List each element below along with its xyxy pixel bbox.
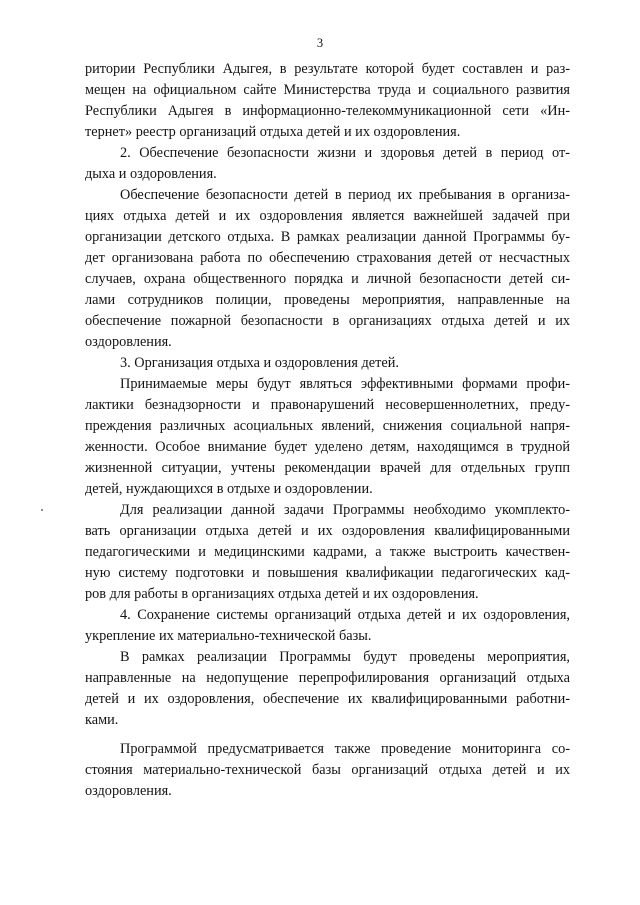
text-line: Для реализации данной задачи Программы необходимо укомплекто- xyxy=(120,502,570,518)
paragraph xyxy=(85,374,570,500)
text-line: педагогическими и медицинскими кадрами, а также выстроить качествен- xyxy=(85,544,570,560)
paragraph xyxy=(85,500,570,605)
paragraph xyxy=(85,143,570,185)
text-line: 4. Сохранение системы организаций отдыха детей и их оздоровления, xyxy=(120,607,570,623)
text-line: стояния материально-технической базы организаций отдыха детей и их xyxy=(85,762,570,778)
paragraph xyxy=(85,353,570,374)
text-line: организации детского отдыха. В рамках реализации данной Программы бу- xyxy=(85,229,570,245)
text-line: обеспечение пожарной безопасности в организациях отдыха детей и их xyxy=(85,313,570,329)
paragraph-gap xyxy=(85,731,570,739)
paragraph xyxy=(85,647,570,731)
text-line: случаев, охрана общественного порядка и личной безопасности детей си- xyxy=(85,271,570,287)
scan-speck xyxy=(41,509,43,511)
text-line: ками. xyxy=(85,712,119,728)
text-line: мещен на официальном сайте Министерства труда и социального развития xyxy=(85,82,570,98)
text-line: детей, нуждающихся в отдыхе и оздоровлении. xyxy=(85,481,373,497)
text-line: преждения различных асоциальных явлений, снижения социальной напря- xyxy=(85,418,570,434)
text-line: Принимаемые меры будут являться эффективными формами профи- xyxy=(120,376,570,392)
text-line: лами сотрудников полиции, проведены мероприятия, направленные на xyxy=(85,292,570,308)
document-body xyxy=(85,59,570,802)
text-line: Обеспечение безопасности детей в период их пребывания в организа- xyxy=(120,187,570,203)
paragraph xyxy=(85,739,570,802)
text-line: ную систему подготовки и повышения квалификации педагогических кад- xyxy=(85,565,570,581)
text-line: циях отдыха детей и их оздоровления является важнейшей задачей при xyxy=(85,208,570,224)
text-line: ритории Республики Адыгея, в результате которой будет составлен и раз- xyxy=(85,61,570,77)
text-line: тернет» реестр организаций отдыха детей и их оздоровления. xyxy=(85,124,461,140)
text-line: жизненной ситуации, учтены рекомендации врачей для отдельных групп xyxy=(85,460,570,476)
paragraph xyxy=(85,605,570,647)
paragraph xyxy=(85,59,570,143)
page-number: 3 xyxy=(316,36,324,50)
text-line: женности. Особое внимание будет уделено детям, находящимся в трудной xyxy=(85,439,570,455)
text-line: детей и их оздоровления, обеспечение их квалифицированными работни- xyxy=(85,691,570,707)
text-line: оздоровления. xyxy=(85,783,172,799)
paragraph xyxy=(85,185,570,353)
text-line: В рамках реализации Программы будут проведены мероприятия, xyxy=(120,649,570,665)
text-line: 3. Организация отдыха и оздоровления детей. xyxy=(120,355,399,371)
text-line: вать организации отдыха детей и их оздоровления квалифицированными xyxy=(85,523,570,539)
text-line: направленные на недопущение перепрофилирования организаций отдыха xyxy=(85,670,570,686)
text-line: оздоровления. xyxy=(85,334,172,350)
text-line: ров для работы в организациях отдыха детей и их оздоровления. xyxy=(85,586,479,602)
text-line: дыха и оздоровления. xyxy=(85,166,217,182)
text-line: лактики безнадзорности и правонарушений несовершеннолетних, преду- xyxy=(85,397,570,413)
text-line: Программой предусматривается также проведение мониторинга со- xyxy=(120,741,570,757)
text-line: дет организована работа по обеспечению страхования детей от несчастных xyxy=(85,250,570,266)
text-line: Республики Адыгея в информационно-телекоммуникационной сети «Ин- xyxy=(85,103,570,119)
text-line: 2. Обеспечение безопасности жизни и здоровья детей в период от- xyxy=(120,145,570,161)
text-line: укрепление их материально-технической базы. xyxy=(85,628,372,644)
